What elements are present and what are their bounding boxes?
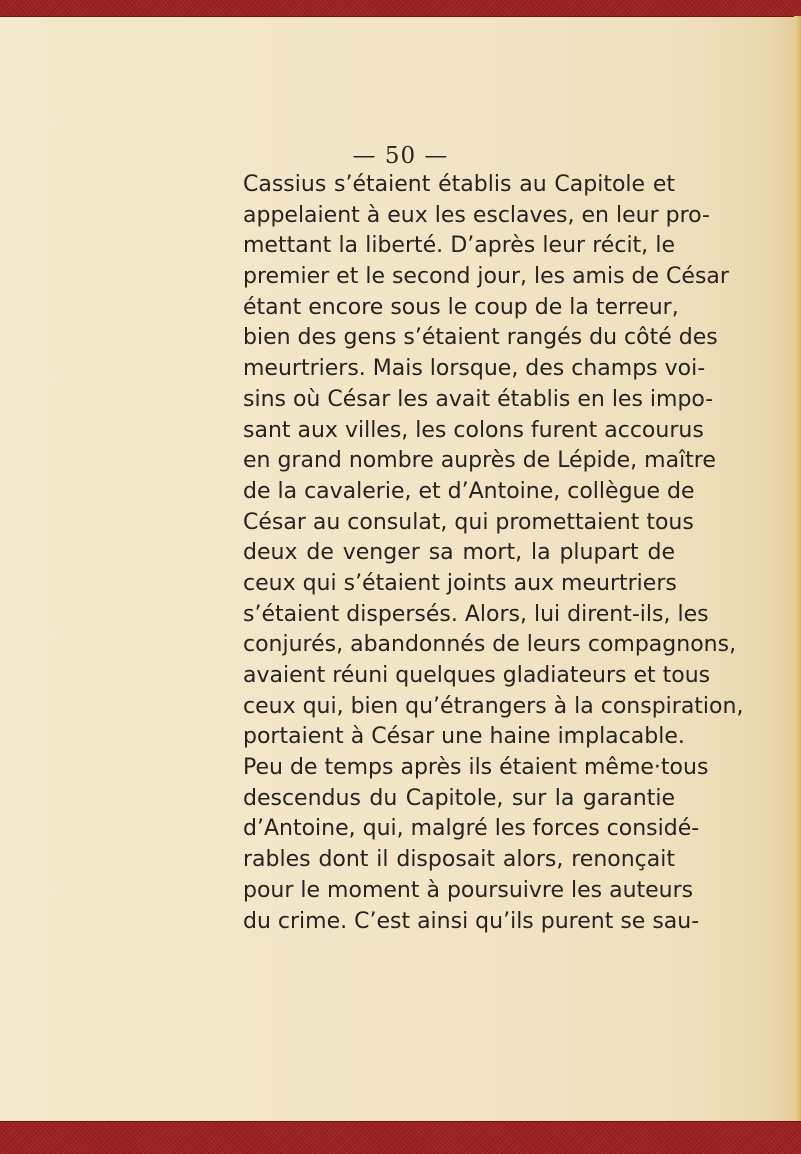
text-line: descendus du Capitole, sur la garantie [243, 785, 675, 811]
body-text [243, 170, 744, 937]
text-line: Peu de temps après ils étaient même·tous [243, 755, 709, 781]
text-line: d’Antoine, qui, malgré les forces considé- [243, 816, 700, 842]
text-line: deux de venger sa mort, la plupart de [243, 540, 675, 566]
text-line: sant aux villes, les colons furent accourus [243, 417, 704, 443]
binding-bottom-edge [0, 1121, 801, 1154]
text-line: en grand nombre auprès de Lépide, maître [243, 448, 716, 474]
text-line: rables dont il disposait alors, renonçait [243, 847, 675, 873]
text-line: ceux qui, bien qu’étrangers à la conspiration, [243, 693, 744, 719]
text-line: bien des gens s’étaient rangés du côté des [243, 325, 718, 351]
text-line: mettant la liberté. D’après leur récit, le [243, 233, 675, 259]
text-line: premier et le second jour, les amis de César [243, 264, 729, 290]
text-line: sins où César les avait établis en les impo- [243, 386, 714, 412]
page-right-edge [794, 16, 801, 1121]
text-line: de la cavalerie, et d’Antoine, collègue de [243, 478, 695, 504]
text-line: appelaient à eux les esclaves, en leur pro- [243, 202, 710, 228]
text-line: pour le moment à poursuivre les auteurs [243, 877, 694, 903]
text-line: conjurés, abandonnés de leurs compagnons, [243, 632, 737, 658]
text-line: du crime. C’est ainsi qu’ils purent se sau- [243, 908, 700, 934]
text-line: César au consulat, qui promettaient tous [243, 509, 694, 535]
text-line: étant encore sous le coup de la terreur, [243, 294, 679, 320]
text-line: portaient à César une haine implacable. [243, 724, 685, 750]
text-line: meurtriers. Mais lorsque, des champs voi- [243, 356, 706, 382]
text-line: avaient réuni quelques gladiateurs et tous [243, 663, 711, 688]
text-line: Cassius s’étaient établis au Capitole et [243, 172, 675, 197]
binding-top-edge [0, 0, 801, 17]
page-number: — 50 — [352, 143, 449, 169]
text-line: s’étaient dispersés. Alors, lui dirent-ils, les [243, 601, 709, 627]
text-line: ceux qui s’étaient joints aux meurtriers [243, 570, 677, 596]
